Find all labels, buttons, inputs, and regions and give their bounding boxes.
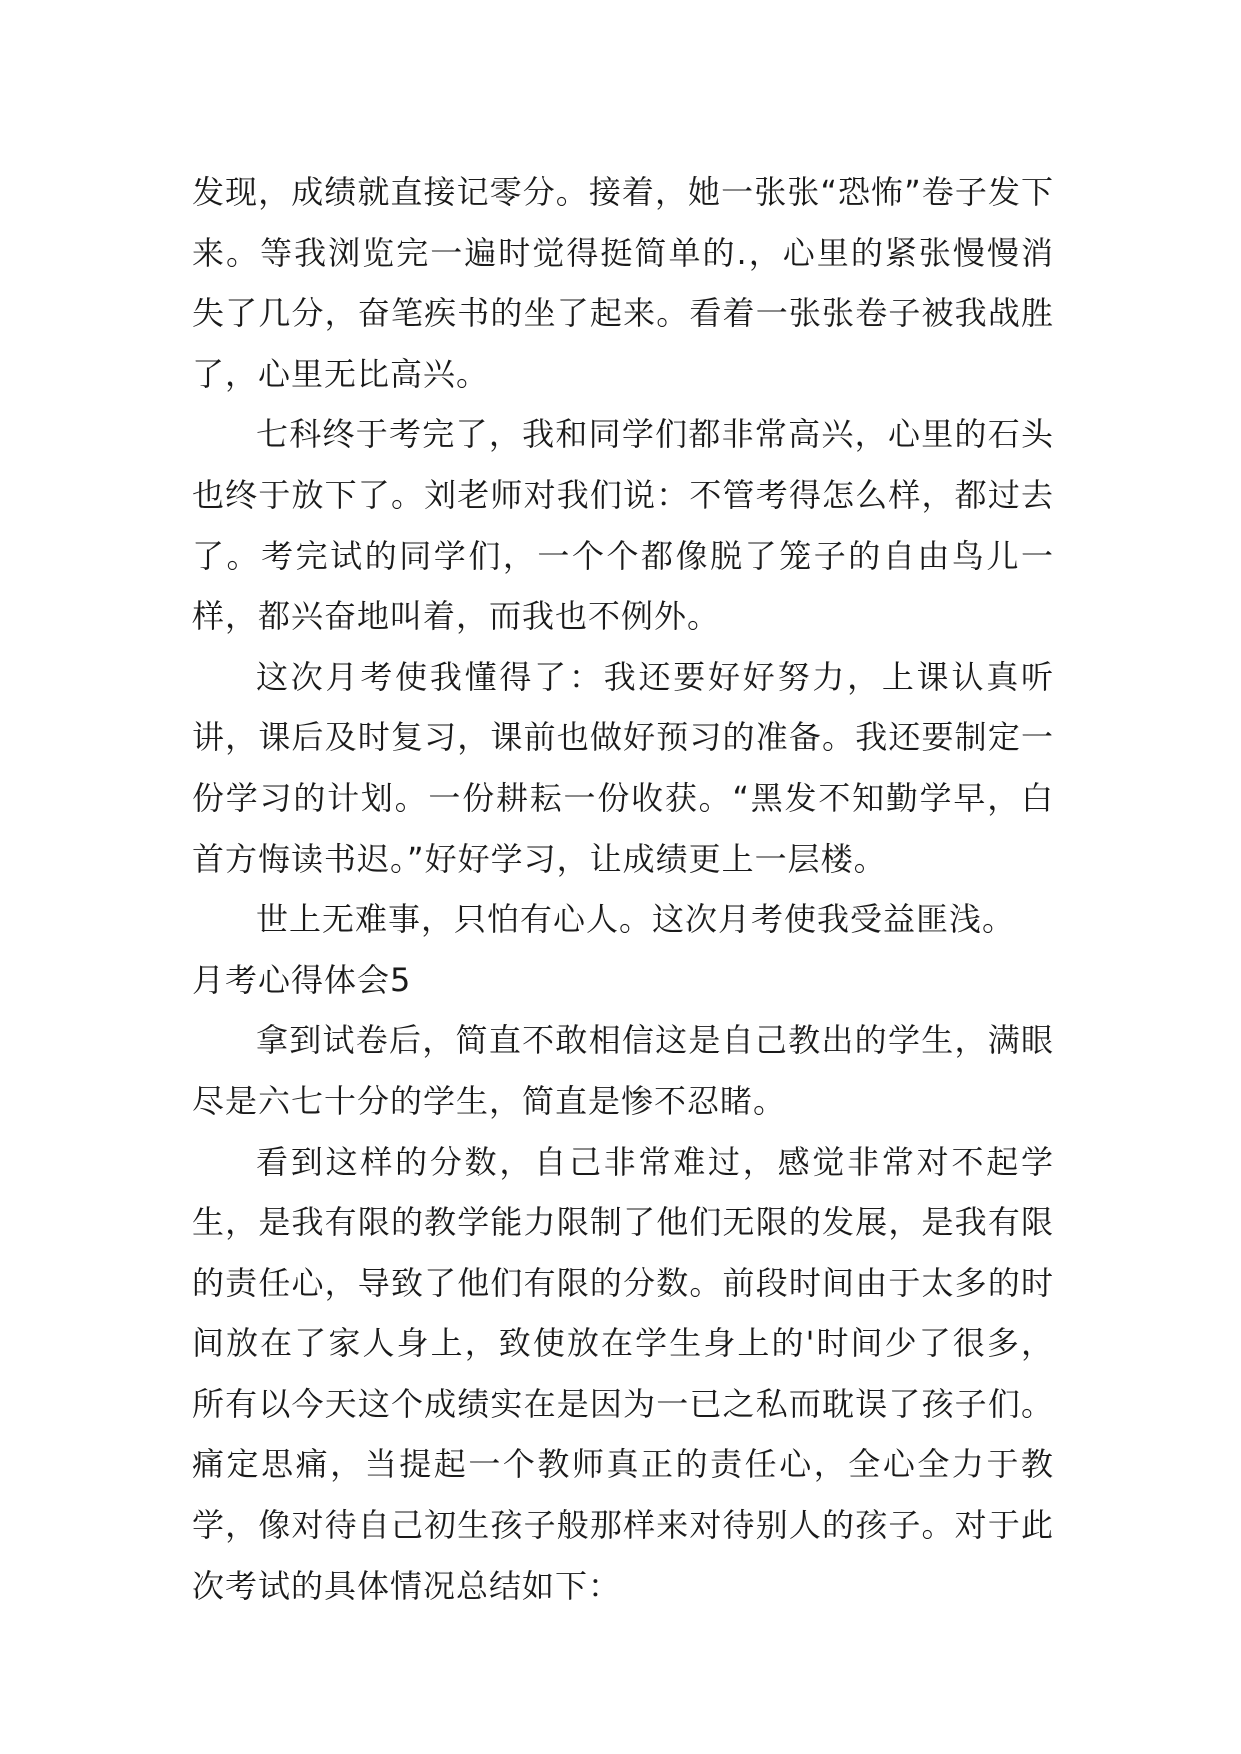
paragraph-1: 发现，成绩就直接记零分。接着，她一张张“恐怖”卷子发下来。等我浏览完一遍时觉得挺简单的.，心里的紧张慢慢消失了几分，奋笔疾书的坐了起来。看着一张张卷子被我战胜了，心里无比高兴。	[192, 173, 1054, 393]
paragraph-3: 这次月考使我懂得了：我还要好好努力，上课认真听讲，课后及时复习，课前也做好预习的准备。我还要制定一份学习的计划。一份耕耘一份收获。“黑发不知勤学早，白首方悔读书迟。”好好学习，让成绩更上一层楼。	[192, 657, 1054, 878]
paragraph-4: 世上无难事，只怕有心人。这次月考使我受益匪浅。	[256, 900, 1016, 939]
section-heading: 月考心得体会5	[192, 960, 412, 999]
paragraph-6: 看到这样的分数，自己非常难过，感觉非常对不起学生，是我有限的教学能力限制了他们无限的发展，是我有限的责任心，导致了他们有限的分数。前段时间由于太多的时间放在了家人身上，致使放在学生身上的'时间少了很多，所有以今天这个成绩实在是因为一已之私而耽误了孩子们。痛定思痛，当提起一个教师真正的责任心，全心全力于教学，像对待自己初生孩子般那样来对待别人的孩子。对于此次考试的具体情况总结如下：	[192, 1142, 1054, 1605]
paragraph-5: 拿到试卷后，简直不敢相信这是自己教出的学生，满眼尽是六七十分的学生，简直是惨不忍睹。	[192, 1021, 1054, 1120]
paragraph-2: 七科终于考完了，我和同学们都非常高兴，心里的石头也终于放下了。刘老师对我们说：不管考得怎么样，都过去了。考完试的同学们，一个个都像脱了笼子的自由鸟儿一样，都兴奋地叫着，而我也不例外。	[192, 415, 1054, 636]
document-body	[192, 162, 1054, 1616]
